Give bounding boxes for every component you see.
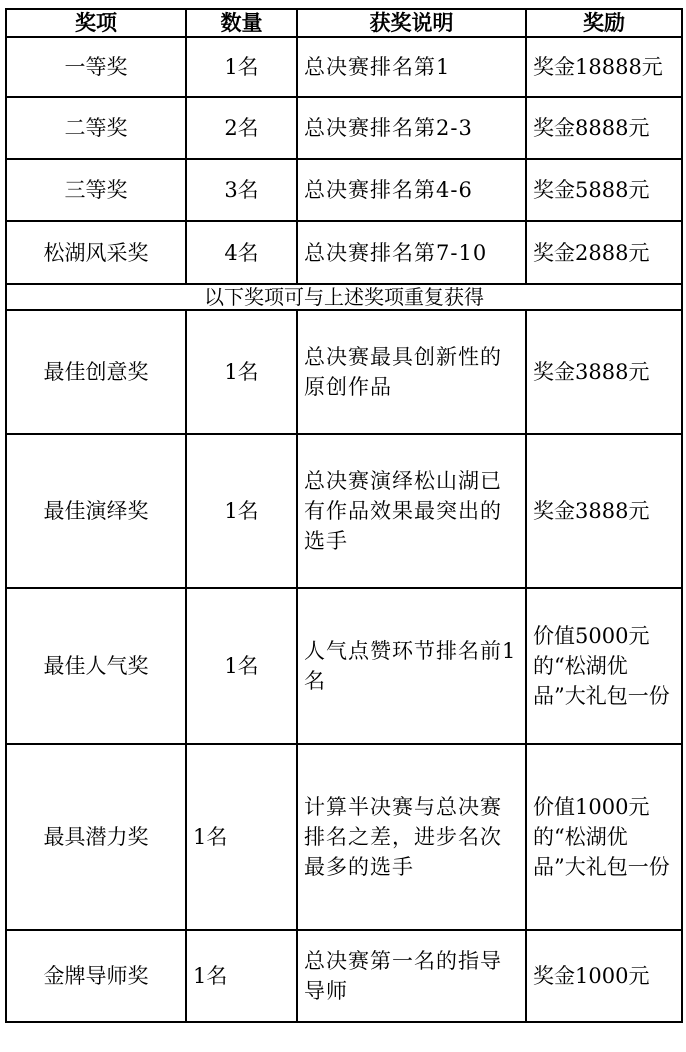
award-desc: 总决赛最具创新性的原创作品 — [297, 310, 526, 434]
award-name: 二等奖 — [6, 97, 186, 159]
award-reward: 奖金1000元 — [526, 930, 682, 1022]
award-desc: 总决赛排名第7-10 — [297, 221, 526, 284]
award-count: 1名 — [186, 310, 297, 434]
header-row — [6, 9, 682, 37]
award-count: 1名 — [186, 588, 297, 744]
table-row — [6, 37, 682, 97]
award-name: 金牌导师奖 — [6, 930, 186, 1022]
award-count: 2名 — [186, 97, 297, 159]
award-reward: 奖金8888元 — [526, 97, 682, 159]
award-reward: 奖金3888元 — [526, 434, 682, 588]
award-reward: 奖金18888元 — [526, 37, 682, 97]
award-desc: 总决赛演绎松山湖已有作品效果最突出的选手 — [297, 434, 526, 588]
award-name: 松湖风采奖 — [6, 221, 186, 284]
header-desc: 获奖说明 — [297, 9, 526, 37]
award-count: 3名 — [186, 159, 297, 221]
note-text: 以下奖项可与上述奖项重复获得 — [6, 284, 682, 310]
award-count: 1名 — [186, 434, 297, 588]
award-reward: 奖金3888元 — [526, 310, 682, 434]
award-desc: 人气点赞环节排名前1名 — [297, 588, 526, 744]
header-reward: 奖励 — [526, 9, 682, 37]
award-reward: 奖金5888元 — [526, 159, 682, 221]
award-name: 最佳创意奖 — [6, 310, 186, 434]
header-count: 数量 — [186, 9, 297, 37]
table-row — [6, 159, 682, 221]
award-reward: 价值1000元的“松湖优品”大礼包一份 — [526, 744, 682, 930]
table-row — [6, 930, 682, 1022]
award-desc: 总决赛排名第4-6 — [297, 159, 526, 221]
note-row — [6, 284, 682, 310]
table-row — [6, 221, 682, 284]
award-count: 1名 — [186, 930, 297, 1022]
award-name: 最佳人气奖 — [6, 588, 186, 744]
award-name: 最具潜力奖 — [6, 744, 186, 930]
header-award: 奖项 — [6, 9, 186, 37]
award-name: 三等奖 — [6, 159, 186, 221]
award-name: 一等奖 — [6, 37, 186, 97]
award-name: 最佳演绎奖 — [6, 434, 186, 588]
table-row — [6, 434, 682, 588]
table-row — [6, 588, 682, 744]
award-count: 1名 — [186, 744, 297, 930]
award-count: 1名 — [186, 37, 297, 97]
award-desc: 总决赛排名第1 — [297, 37, 526, 97]
table-row — [6, 310, 682, 434]
award-reward: 奖金2888元 — [526, 221, 682, 284]
awards-table — [5, 8, 683, 1023]
table-row — [6, 97, 682, 159]
award-desc: 总决赛第一名的指导导师 — [297, 930, 526, 1022]
award-reward: 价值5000元的“松湖优品”大礼包一份 — [526, 588, 682, 744]
award-count: 4名 — [186, 221, 297, 284]
award-desc: 总决赛排名第2-3 — [297, 97, 526, 159]
award-desc: 计算半决赛与总决赛排名之差，进步名次最多的选手 — [297, 744, 526, 930]
table-row — [6, 744, 682, 930]
